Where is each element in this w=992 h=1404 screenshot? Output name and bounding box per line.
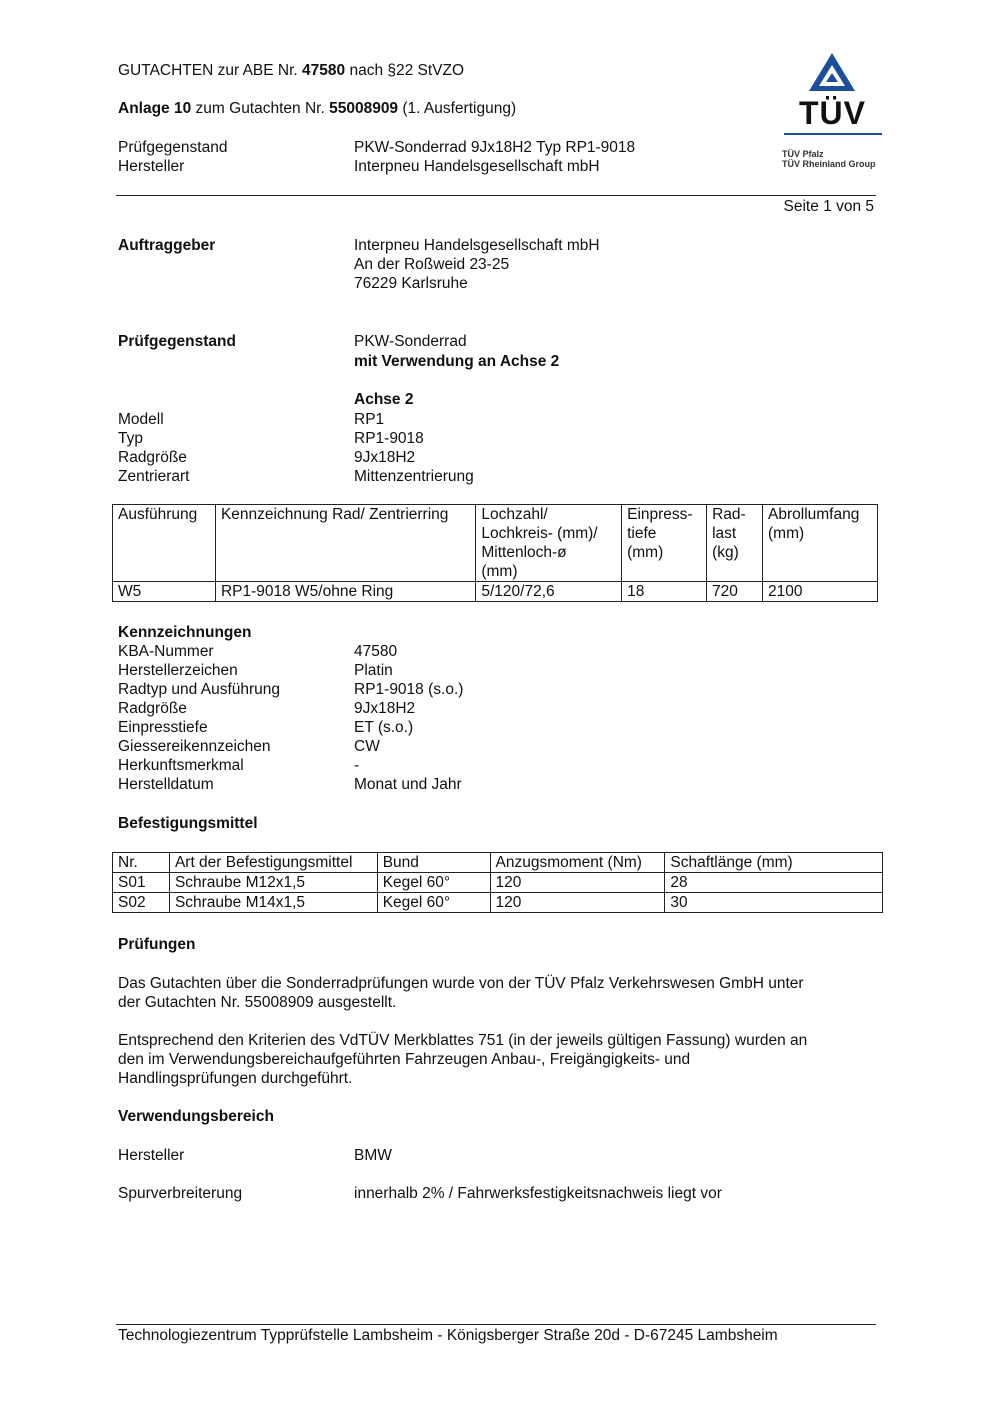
cell-bund: Kegel 60°: [377, 893, 490, 913]
cell-bund: Kegel 60°: [377, 873, 490, 893]
wheel-table: [112, 504, 878, 602]
auftraggeber-label: Auftraggeber: [118, 237, 216, 254]
pruefungen-para2-line1: Entsprechend den Kriterien des VdTÜV Merkblattes 751 (in der jeweils gültigen Fassung) wurden an: [118, 1032, 808, 1049]
cell-schaftlaenge: 28: [665, 873, 883, 893]
fastener-table: [112, 852, 883, 913]
pruefgegenstand-label: Prüfgegenstand: [118, 333, 236, 350]
tuv-triangle-icon: [806, 51, 858, 95]
gutachten-number: 55008909: [329, 100, 399, 117]
pruefgegenstand-achse-note: mit Verwendung an Achse 2: [354, 353, 560, 370]
table-row: [113, 582, 878, 602]
kz-value: -: [354, 757, 360, 774]
logo-text: TÜV: [799, 95, 866, 131]
kz-value: 9Jx18H2: [354, 700, 416, 717]
modell-label: Modell: [118, 411, 164, 428]
col-header-radlast: Rad- last (kg): [707, 505, 763, 582]
cell-art: Schraube M14x1,5: [169, 893, 377, 913]
kz-label: Einpresstiefe: [118, 719, 208, 736]
cell-kennzeichnung: RP1-9018 W5/ohne Ring: [215, 582, 475, 602]
footer-divider: [116, 1324, 876, 1325]
auftraggeber-line-3: 76229 Karlsruhe: [354, 275, 468, 292]
header-divider: [116, 195, 876, 196]
pruefungen-para2-line2: den im Verwendungsbereichaufgeführten Fahrzeugen Anbau-, Freigängigkeits- und: [118, 1051, 691, 1068]
kennzeichnungen-heading: Kennzeichnungen: [118, 624, 252, 641]
zentrierart-label: Zentrierart: [118, 468, 190, 485]
footer-address: Technologiezentrum Typprüfstelle Lambsheim - Königsberger Straße 20d - D-67245 Lambsheim: [118, 1327, 778, 1344]
col-header-lochzahl: Lochzahl/ Lochkreis- (mm)/ Mittenloch-ø (mm): [476, 505, 622, 582]
header-pruef-label: Prüfgegenstand: [118, 139, 228, 156]
kz-label: Herstelldatum: [118, 776, 214, 793]
col-header-schaftlaenge: Schaftlänge (mm): [665, 853, 883, 873]
cell-anzugsmoment: 120: [490, 873, 665, 893]
kz-value: Platin: [354, 662, 393, 679]
fastener-header-row: [113, 853, 883, 873]
logo-sub-2: TÜV Rheinland Group: [782, 159, 876, 169]
abe-number: 47580: [302, 62, 346, 79]
pruefungen-para1-line1: Das Gutachten über die Sonderradprüfungen wurde von der TÜV Pfalz Verkehrswesen GmbH unter: [118, 975, 804, 992]
header-hersteller-label: Hersteller: [118, 158, 185, 175]
logo-sub-1: TÜV Pfalz: [782, 149, 824, 159]
verwendung-hersteller-value: BMW: [354, 1147, 392, 1164]
kz-value: ET (s.o.): [354, 719, 414, 736]
col-header-anzugsmoment: Anzugsmoment (Nm): [490, 853, 665, 873]
typ-label: Typ: [118, 430, 143, 447]
verwendung-heading: Verwendungsbereich: [118, 1108, 274, 1125]
header-pruef-value: PKW-Sonderrad 9Jx18H2 Typ RP1-9018: [354, 139, 636, 156]
cell-schaftlaenge: 30: [665, 893, 883, 913]
header-hersteller-value: Interpneu Handelsgesellschaft mbH: [354, 158, 600, 175]
col-header-ausfuehrung: Ausführung: [113, 505, 216, 582]
kz-value: 47580: [354, 643, 398, 660]
col-header-bund: Bund: [377, 853, 490, 873]
typ-value: RP1-9018: [354, 430, 424, 447]
kz-label: Radgröße: [118, 700, 187, 717]
cell-lochzahl: 5/120/72,6: [476, 582, 622, 602]
kz-label: Herkunftsmerkmal: [118, 757, 244, 774]
document-title: GUTACHTEN zur ABE Nr. 47580 nach §22 StVZO: [118, 62, 465, 79]
kz-value: CW: [354, 738, 380, 755]
pruefungen-para1-line2: der Gutachten Nr. 55008909 ausgestellt.: [118, 994, 397, 1011]
col-header-kennzeichnung: Kennzeichnung Rad/ Zentrierring: [215, 505, 475, 582]
cell-art: Schraube M12x1,5: [169, 873, 377, 893]
wheel-table-header-row: [113, 505, 878, 582]
befestigung-heading: Befestigungsmittel: [118, 815, 258, 832]
cell-radlast: 720: [707, 582, 763, 602]
cell-anzugsmoment: 120: [490, 893, 665, 913]
kz-label: KBA-Nummer: [118, 643, 214, 660]
pruefgegenstand-value: PKW-Sonderrad: [354, 333, 467, 350]
radgroesse-value: 9Jx18H2: [354, 449, 416, 466]
spurverbreiterung-label: Spurverbreiterung: [118, 1185, 243, 1202]
col-header-abrollumfang: Abrollumfang (mm): [763, 505, 878, 582]
cell-nr: S02: [113, 893, 170, 913]
cell-einpresstiefe: 18: [622, 582, 707, 602]
col-header-art: Art der Befestigungsmittel: [169, 853, 377, 873]
kz-label: Giessereikennzeichen: [118, 738, 271, 755]
pruefungen-heading: Prüfungen: [118, 936, 196, 953]
cell-abrollumfang: 2100: [763, 582, 878, 602]
kz-value: RP1-9018 (s.o.): [354, 681, 464, 698]
page-number: Seite 1 von 5: [783, 198, 874, 215]
kz-label: Radtyp und Ausführung: [118, 681, 281, 698]
auftraggeber-line-1: Interpneu Handelsgesellschaft mbH: [354, 237, 600, 254]
logo-underline: [784, 133, 882, 135]
cell-nr: S01: [113, 873, 170, 893]
zentrierart-value: Mittenzentrierung: [354, 468, 474, 485]
verwendung-hersteller-label: Hersteller: [118, 1147, 185, 1164]
achse-heading: Achse 2: [354, 391, 414, 408]
kz-label: Herstellerzeichen: [118, 662, 238, 679]
table-row: [113, 893, 883, 913]
modell-value: RP1: [354, 411, 385, 428]
cell-ausfuehrung: W5: [113, 582, 216, 602]
kz-value: Monat und Jahr: [354, 776, 462, 793]
radgroesse-label: Radgröße: [118, 449, 187, 466]
col-header-nr: Nr.: [113, 853, 170, 873]
anlage-line: Anlage 10 zum Gutachten Nr. 55008909 (1. Ausfertigung): [118, 100, 517, 117]
auftraggeber-line-2: An der Roßweid 23-25: [354, 256, 510, 273]
pruefungen-para2-line3: Handlingsprüfungen durchgeführt.: [118, 1070, 353, 1087]
spurverbreiterung-value: innerhalb 2% / Fahrwerksfestigkeitsnachweis liegt vor: [354, 1185, 722, 1202]
col-header-einpresstiefe: Einpress- tiefe (mm): [622, 505, 707, 582]
table-row: [113, 873, 883, 893]
